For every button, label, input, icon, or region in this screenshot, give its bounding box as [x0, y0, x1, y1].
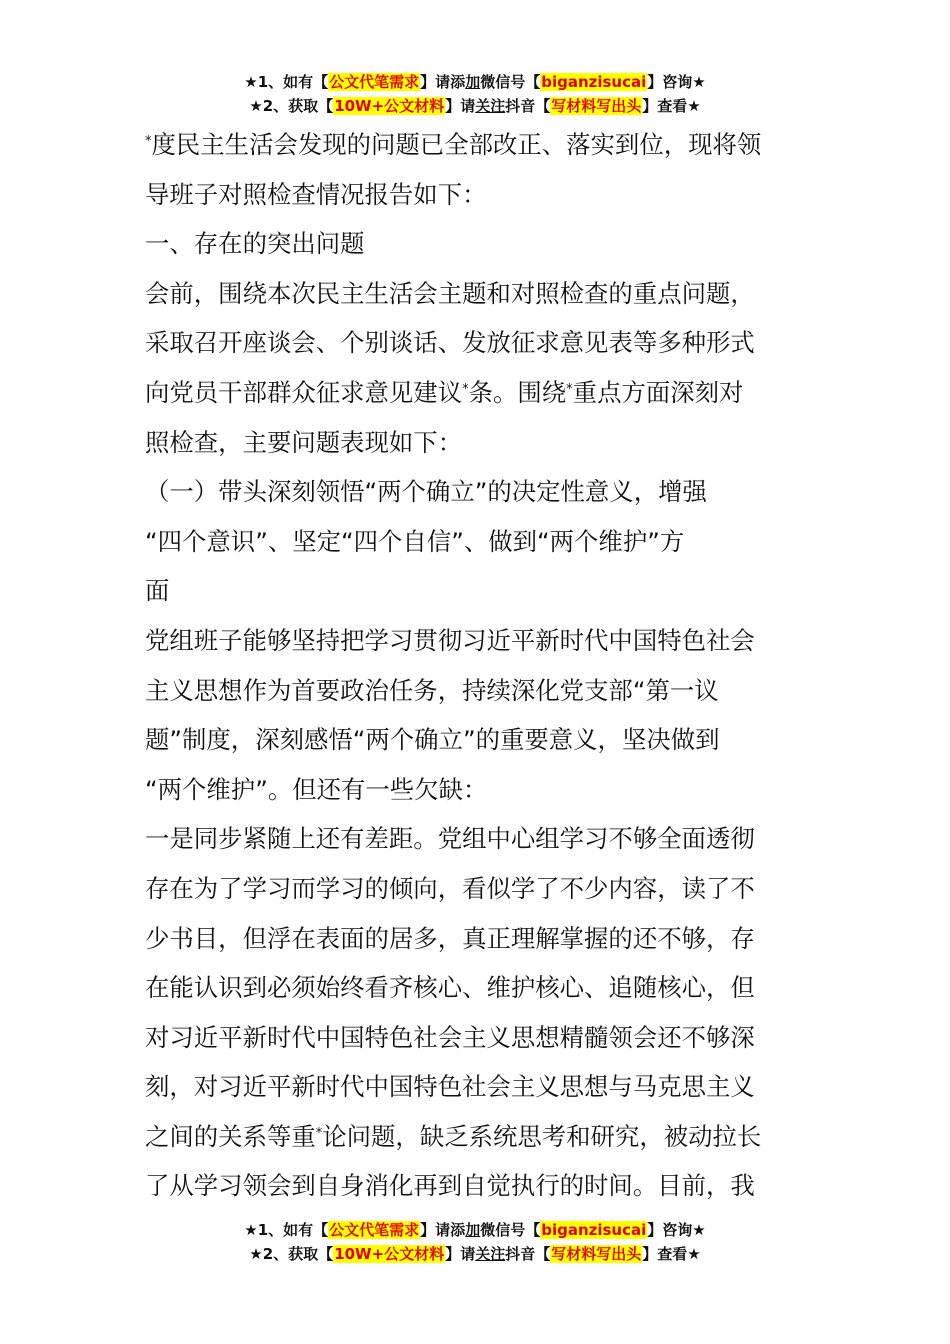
- body-text: 论问题，缺乏系统思考和研究，被动拉长: [322, 1121, 762, 1151]
- banner-text: 抖音【: [505, 1245, 551, 1263]
- body-line: 刻，对习近平新时代中国特色社会主义思想与马克思主义: [145, 1072, 755, 1102]
- redaction-mark: *: [566, 381, 573, 397]
- banner-highlight: 10W+公文材料: [334, 1245, 445, 1263]
- banner-line-2: [0, 94, 950, 118]
- banner-underline: 关注: [475, 97, 506, 115]
- body-line: “两个维护”。但还有一些欠缺：: [145, 774, 488, 804]
- banner-line-1: [0, 1218, 950, 1242]
- body-line: 采取召开座谈会、个别谈话、发放征求意见表等多种形式: [145, 328, 755, 358]
- banner-highlight: 公文代笔需求: [329, 73, 420, 91]
- body-line: 会前，围绕本次民主生活会主题和对照检查的重点问题，: [145, 278, 755, 308]
- redaction-mark: *: [462, 381, 469, 397]
- banner-highlight: biganzisucai: [541, 1221, 647, 1239]
- body-line: 了从学习领会到自身消化再到自觉执行的时间。目前，我: [145, 1171, 755, 1201]
- banner-highlight: biganzisucai: [541, 73, 647, 91]
- banner-text: ★2、获取【: [249, 97, 334, 115]
- banner-highlight: 10W+公文材料: [334, 97, 445, 115]
- banner-text: 】请添: [420, 73, 466, 91]
- banner-highlight: 写材料写出头: [551, 1245, 642, 1263]
- body-line: [145, 120, 810, 170]
- banner-highlight: 写材料写出头: [551, 97, 642, 115]
- body-line: [145, 368, 810, 418]
- body-line: 题”制度，深刻感悟“两个确立”的重要意义，坚决做到: [145, 725, 720, 755]
- banner-text: 】查看★: [642, 1245, 701, 1263]
- body-text: 重点方面深刻对: [572, 377, 744, 407]
- body-line: 照检查，主要问题表现如下：: [145, 427, 463, 457]
- banner-line-1: [0, 70, 950, 94]
- banner-text: 微信号【: [480, 73, 541, 91]
- banner-underline: 关注: [475, 1245, 506, 1263]
- banner-text: 】请添: [420, 1221, 466, 1239]
- redaction-mark: *: [315, 1125, 323, 1141]
- body-line: 存在为了学习而学习的倾向，看似学了不少内容，读了不: [145, 873, 755, 903]
- body-line: 党组班子能够坚持把学习贯彻习近平新时代中国特色社会: [145, 625, 755, 655]
- banner-text: 】请: [445, 1245, 476, 1263]
- subsection-heading: “四个意识”、坚定“四个自信”、做到“两个维护”方: [145, 526, 685, 556]
- body-line: 导班子对照检查情况报告如下：: [145, 179, 487, 209]
- banner-underline: 加: [465, 1221, 481, 1239]
- redaction-mark: *: [145, 134, 152, 149]
- body-text: 向党员干部群众征求意见建议: [145, 377, 463, 407]
- banner-text: ★1、如有【: [244, 73, 329, 91]
- body-line: 对习近平新时代中国特色社会主义思想精髓领会还不够深: [145, 1022, 755, 1052]
- body-line: 少书目，但浮在表面的居多，真正理解掌握的还不够，存: [145, 923, 755, 953]
- banner-underline: 加: [465, 73, 481, 91]
- section-heading: 一、存在的突出问题: [145, 229, 365, 259]
- banner-text: 】查看★: [642, 97, 701, 115]
- subsection-heading: （一）带头深刻领悟“两个确立”的决定性意义，增强: [145, 477, 707, 507]
- body-line: 一是同步紧随上还有差距。党组中心组学习不够全面透彻: [145, 824, 755, 854]
- document-body: [145, 120, 810, 1211]
- body-line: [145, 1112, 810, 1162]
- banner-line-2: [0, 1242, 950, 1266]
- banner-text: ★1、如有【: [244, 1221, 329, 1239]
- top-banner: [0, 70, 950, 118]
- subsection-heading: 面: [145, 576, 170, 606]
- banner-highlight: 公文代笔需求: [329, 1221, 420, 1239]
- bottom-banner: [0, 1218, 950, 1266]
- body-text: 之间的关系等重: [145, 1121, 316, 1151]
- banner-text: 】咨询★: [647, 73, 706, 91]
- banner-text: 微信号【: [480, 1221, 541, 1239]
- body-text: 条。围绕: [468, 377, 567, 407]
- banner-text: 】请: [445, 97, 476, 115]
- banner-text: 】咨询★: [647, 1221, 706, 1239]
- banner-text: 抖音【: [505, 97, 551, 115]
- body-line: 主义思想作为首要政治任务，持续深化党支部“第一议: [145, 675, 719, 705]
- banner-text: ★2、获取【: [249, 1245, 334, 1263]
- body-text: 度民主生活会发现的问题已全部改正、落实到位，现将领: [151, 130, 762, 159]
- body-line: 在能认识到必须始终看齐核心、维护核心、追随核心，但: [145, 973, 755, 1003]
